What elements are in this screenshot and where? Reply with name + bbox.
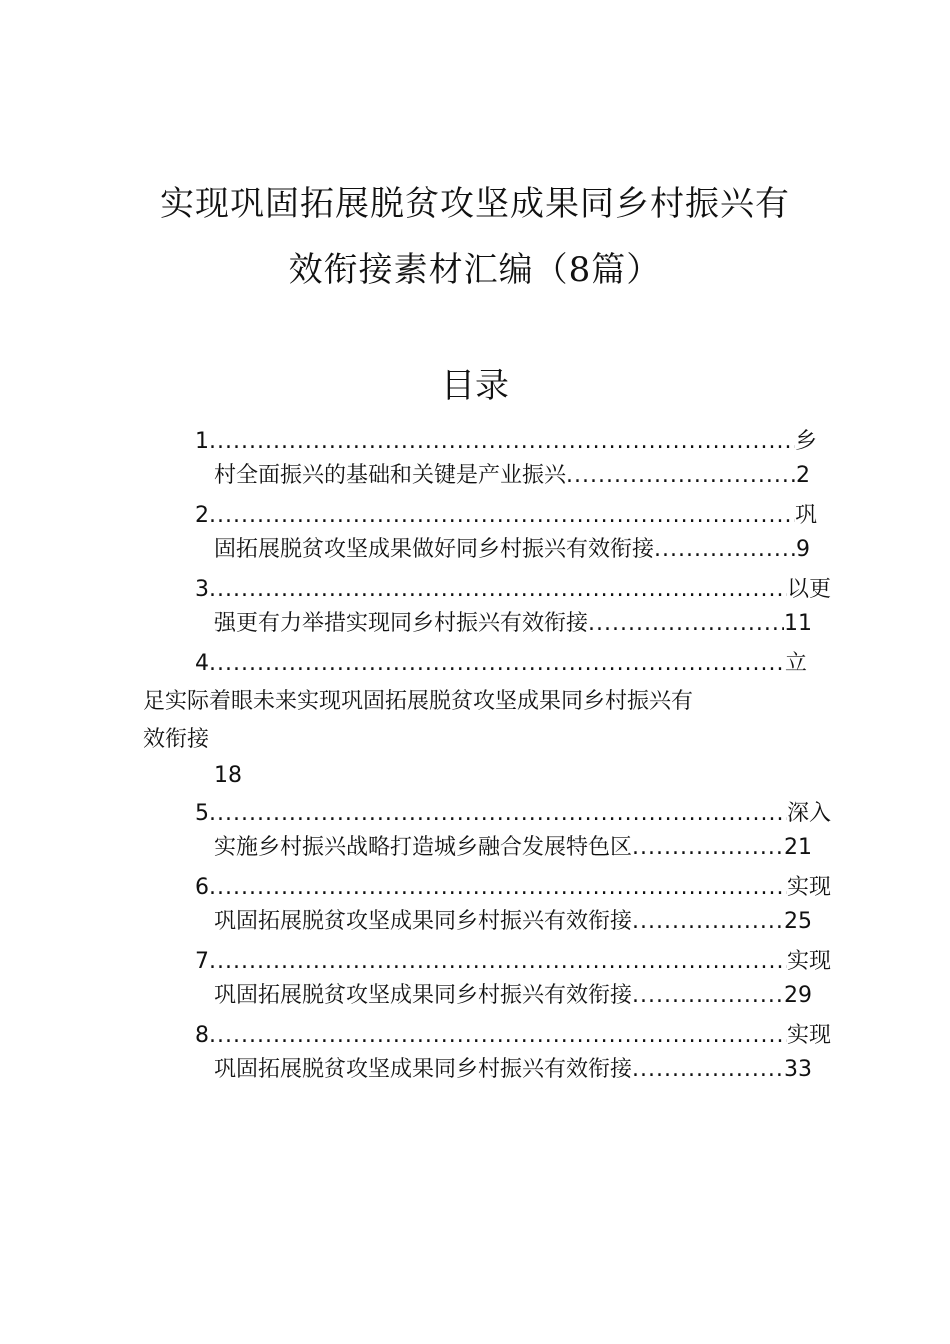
- toc-entry-7-line-1[interactable]: [195, 946, 831, 978]
- toc-entry-title-rest: 巩固拓展脱贫攻坚成果同乡村振兴有效衔接: [214, 909, 633, 934]
- dot-leader: [632, 832, 784, 864]
- dot-leader: [209, 946, 787, 978]
- toc-entry-title-start: 以更: [786, 577, 831, 602]
- document-title-line-2: 效衔接素材汇编（8篇）: [288, 250, 662, 290]
- toc-entry-number: 8: [195, 1023, 209, 1048]
- toc-entry-page: 21: [784, 835, 812, 860]
- toc-entry-page: 29: [784, 983, 812, 1008]
- toc-entry-3-line-2[interactable]: [214, 608, 812, 640]
- toc-entry-title-start: 实现: [786, 1023, 831, 1048]
- toc-entry-6-line-2[interactable]: [214, 906, 812, 938]
- toc-entry-title-start: 实现: [786, 875, 831, 900]
- toc-entry-number: 5: [195, 801, 209, 826]
- toc-entry-4-title-wrap-2[interactable]: 效衔接: [143, 727, 210, 752]
- toc-entry-page: 33: [784, 1057, 812, 1082]
- dot-leader: [588, 608, 784, 640]
- dot-leader: [209, 426, 795, 458]
- dot-leader: [209, 798, 787, 830]
- toc-entry-3-line-1[interactable]: [195, 574, 831, 606]
- toc-entry-1-line-1[interactable]: [195, 426, 817, 458]
- toc-entry-2-line-2[interactable]: [214, 534, 810, 566]
- toc-entry-number: 6: [195, 875, 209, 900]
- toc-entry-8-line-2[interactable]: [214, 1054, 812, 1086]
- toc-entry-title-rest: 实施乡村振兴战略打造城乡融合发展特色区: [214, 835, 633, 860]
- toc-entry-8-line-1[interactable]: [195, 1020, 831, 1052]
- toc-entry-number: 3: [195, 577, 209, 602]
- toc-entry-page: 25: [784, 909, 812, 934]
- toc-entry-6-line-1[interactable]: [195, 872, 831, 904]
- toc-entry-page: 11: [784, 611, 812, 636]
- toc-entry-7-line-2[interactable]: [214, 980, 812, 1012]
- toc-entry-number: 1: [195, 429, 209, 454]
- toc-entry-title-start: 立: [784, 651, 807, 676]
- dot-leader: [632, 906, 784, 938]
- toc-entry-5-line-1[interactable]: [195, 798, 831, 830]
- dot-leader: [209, 1020, 787, 1052]
- dot-leader: [566, 460, 796, 492]
- toc-entry-title-start: 巩: [794, 503, 817, 528]
- dot-leader: [632, 980, 784, 1012]
- toc-entry-4-title-wrap-1[interactable]: 足实际着眼未来实现巩固拓展脱贫攻坚成果同乡村振兴有: [143, 689, 694, 714]
- toc-entry-number: 2: [195, 503, 209, 528]
- toc-entry-title-start: 深入: [786, 801, 831, 826]
- dot-leader: [654, 534, 796, 566]
- dot-leader: [632, 1054, 784, 1086]
- toc-entry-4-line-1[interactable]: [195, 648, 807, 680]
- dot-leader: [209, 500, 795, 532]
- toc-entry-title-start: 乡: [794, 429, 817, 454]
- toc-entry-4-page[interactable]: 18: [214, 763, 242, 788]
- dot-leader: [209, 872, 787, 904]
- dot-leader: [209, 574, 787, 606]
- toc-entry-5-line-2[interactable]: [214, 832, 812, 864]
- toc-entry-page: 2: [796, 463, 810, 488]
- toc-entry-title-rest: 巩固拓展脱贫攻坚成果同乡村振兴有效衔接: [214, 983, 633, 1008]
- toc-entry-number: 7: [195, 949, 209, 974]
- toc-entry-title-rest: 固拓展脱贫攻坚成果做好同乡村振兴有效衔接: [214, 537, 655, 562]
- toc-entry-title-start: 实现: [786, 949, 831, 974]
- toc-entry-2-line-1[interactable]: [195, 500, 817, 532]
- toc-entry-title-rest: 强更有力举措实现同乡村振兴有效衔接: [214, 611, 589, 636]
- toc-entry-1-line-2[interactable]: [214, 460, 810, 492]
- dot-leader: [209, 648, 785, 680]
- toc-entry-number: 4: [195, 651, 209, 676]
- toc-entry-title-rest: 村全面振兴的基础和关键是产业振兴: [214, 463, 567, 488]
- toc-entry-title-rest: 巩固拓展脱贫攻坚成果同乡村振兴有效衔接: [214, 1057, 633, 1082]
- toc-heading: 目录: [441, 366, 509, 406]
- toc-entry-page: 9: [796, 537, 810, 562]
- document-title-line-1: 实现巩固拓展脱贫攻坚成果同乡村振兴有: [160, 184, 790, 224]
